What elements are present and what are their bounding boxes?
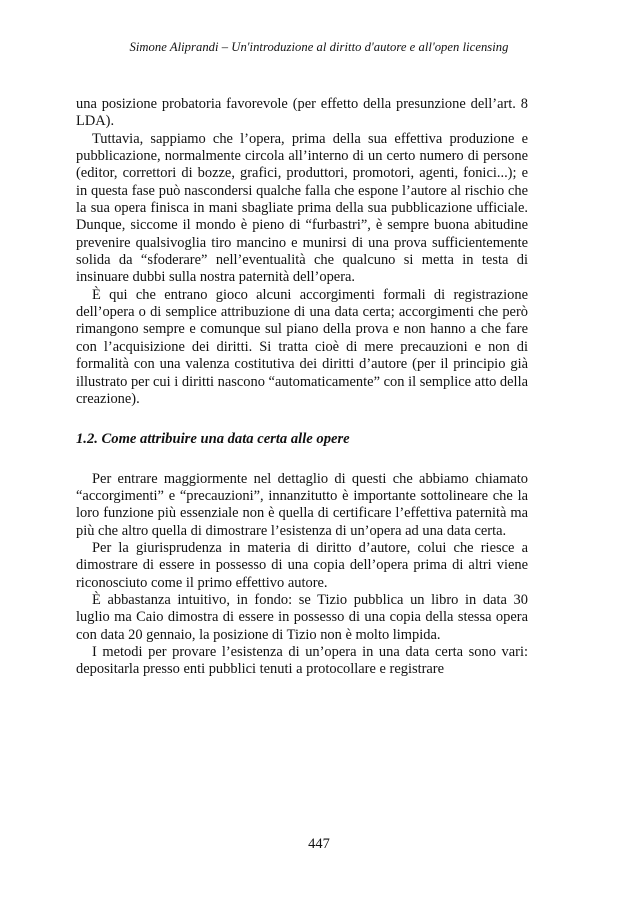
paragraph: una posizione probatoria favorevole (per effetto della presunzione dell’art. 8 LDA). (76, 96, 528, 130)
section-heading: 1.2. Come attribuire una data certa alle opere (76, 431, 350, 448)
paragraph: Per la giurisprudenza in materia di diritto d’autore, colui che riesce a dimostrare di essere in possesso di una copia dell’opera prima di altri viene riconosciuto come il primo effettivo autore. (76, 539, 528, 591)
page-body (76, 96, 528, 679)
paragraph: Tuttavia, sappiamo che l’opera, prima della sua effettiva produzione e pubblicazione, normalmente circola all’interno di un certo numero di persone (editor, correttori di bozze, grafici, produttori, promotori, agenti, fonici...); e in questa fase può nascondersi qualche falla che espone l’autore al rischio che la sua opera finisca in mani sbagliate prima della sua pubblicazione ufficiale. Dunque, siccome il mondo è pieno di “furbastri”, è sempre buona abitudine prevenire qualsivoglia tiro mancino e munirsi di una prova sufficientemente solida da “sfoderare” nell’eventualità che qualcuno si metta in testa di insinuare dubbi sulla nostra paternità dell’opera. (76, 130, 528, 286)
page-number: 447 (308, 836, 330, 852)
paragraph: È abbastanza intuitivo, in fondo: se Tizio pubblica un libro in data 30 luglio ma Caio dimostra di essere in possesso di una copia della stessa opera con data 20 gennaio, la posizione di Tizio non è molto limpida. (76, 591, 528, 643)
paragraph: I metodi per provare l’esistenza di un’opera in una data certa sono vari: depositarla presso enti pubblici tenuti a protocollare e registrare (76, 643, 528, 678)
paragraph: È qui che entrano gioco alcuni accorgimenti formali di registrazione dell’opera o di semplice attribuzione di una data certa; accorgimenti che però rimangono sempre e comunque sul piano della prova e non hanno a che fare con l’acquisizione dei diritti. Si tratta cioè di mere precauzioni e non di formalità con una valenza costitutiva dei diritti d’autore (per il principio già illustrato per cui i diritti nascono “automaticamente” con il semplice atto della creazione). (76, 286, 528, 407)
paragraph: Per entrare maggiormente nel dettaglio di questi che abbiamo chiamato “accorgimenti” e “precauzioni”, innanzitutto è importante sottolineare che la loro funzione più essenziale non è quella di certificare l’effettiva paternità ma più che altro quella di dimostrare l’esistenza di un’opera ad una data certa. (76, 470, 528, 539)
running-header: Simone Aliprandi – Un'introduzione al diritto d'autore e all'open licensing (129, 40, 509, 54)
